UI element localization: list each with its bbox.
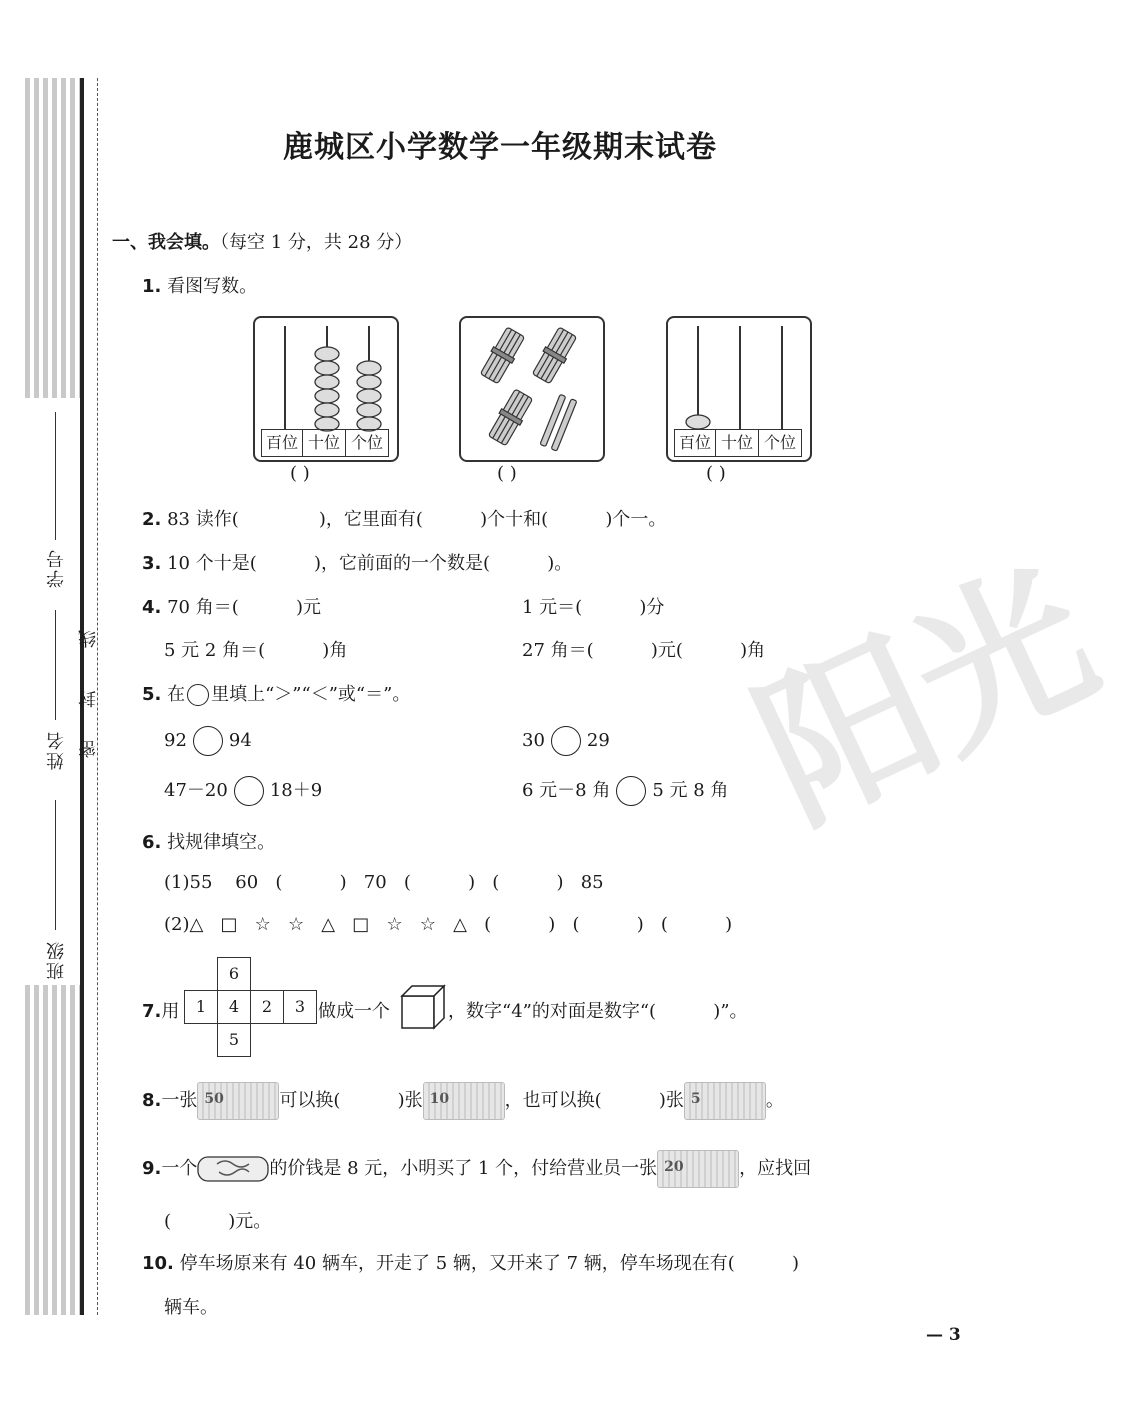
q4-b: 1 元＝( )分 [522, 597, 665, 618]
question-text: 看图写数。 [167, 276, 258, 297]
banknote-50-icon: 50 [197, 1082, 279, 1120]
cube-net [184, 957, 316, 1057]
place-tens: 十位 [715, 429, 759, 457]
question-9 [142, 1150, 811, 1188]
pencil-case-icon [197, 1154, 269, 1184]
side-label-class: 班级 [46, 940, 67, 980]
question-text: 停车场原来有 40 辆车，开走了 5 辆，又开来了 7 辆，停车场现在有( ) [179, 1253, 800, 1274]
compare-left: 92 [164, 730, 187, 751]
side-underline-number [55, 412, 56, 540]
seal-char-2: 封 [78, 688, 99, 708]
question-1 [142, 272, 257, 298]
place-tens: 十位 [302, 429, 346, 457]
question-text: 83 读作( )，它里面有( )个十和( )个一。 [167, 509, 667, 530]
side-underline-class [55, 800, 56, 930]
question-number: 9. [142, 1158, 162, 1179]
compare-right: 18＋9 [269, 780, 323, 801]
pattern-2: (2)△ □ ☆ ☆ △ □ ☆ ☆ △ ( ) ( ) ( ) [164, 914, 733, 935]
abacus-beads-tens [313, 346, 343, 432]
banknote-10-icon: 10 [423, 1082, 505, 1120]
net-face: 1 [184, 990, 218, 1024]
watermark: 阳光 [730, 534, 1123, 859]
answer-paren-3[interactable]: ( ) [706, 463, 726, 484]
question-5 [142, 680, 410, 706]
compare-item-4 [522, 776, 728, 806]
section-label: 一、我会填。 [112, 232, 220, 253]
compare-left: 6 元－8 角 [522, 780, 611, 801]
banknote-5-icon: 5 [684, 1082, 766, 1120]
compare-circle[interactable] [234, 776, 264, 806]
banknote-20-icon: 20 [657, 1150, 739, 1188]
question-number: 1. [142, 276, 162, 297]
question-text: 找规律填空。 [167, 832, 276, 853]
abacus-beads-ones [355, 360, 385, 432]
question-4 [142, 593, 321, 619]
compare-left: 47－20 [164, 780, 228, 801]
page-number: — 3 [926, 1325, 961, 1345]
q7-post: ，数字“4”的对面是数字“( )”。 [448, 1001, 748, 1022]
place-ones: 个位 [345, 429, 389, 457]
seal-char-1: 密 [78, 738, 99, 758]
q8-mid2: ，也可以换( )张 [504, 1090, 684, 1111]
compare-item-3 [164, 776, 322, 806]
place-ones: 个位 [758, 429, 802, 457]
q9-pre: 一个 [161, 1158, 198, 1179]
question-number: 2. [142, 509, 162, 530]
side-label-name: 姓名 [46, 730, 67, 770]
compare-right: 29 [586, 730, 610, 751]
q5-text-post: 里填上“＞”“＜”或“＝”。 [211, 684, 411, 705]
question-7 [142, 997, 179, 1023]
net-face: 4 [217, 990, 251, 1024]
question-6 [142, 828, 275, 854]
place-hundreds: 百位 [674, 429, 716, 457]
q8-end: 。 [765, 1090, 784, 1111]
section-header [112, 228, 412, 254]
circle-icon [187, 684, 209, 706]
question-number: 8. [142, 1090, 162, 1111]
compare-left: 30 [522, 730, 545, 751]
compare-circle[interactable] [193, 726, 223, 756]
answer-paren-2[interactable]: ( ) [497, 463, 517, 484]
compare-circle[interactable] [616, 776, 646, 806]
question-number: 3. [142, 553, 162, 574]
seal-char-3: 线 [78, 628, 99, 648]
net-face: 2 [250, 990, 284, 1024]
q9-line2: ( )元。 [164, 1211, 272, 1232]
q9-post: ，应找回 [739, 1158, 812, 1179]
q8-mid1: 可以换( )张 [279, 1090, 423, 1111]
question-text: 10 个十是( )，它前面的一个数是( )。 [167, 553, 573, 574]
net-face: 3 [283, 990, 317, 1024]
compare-right: 5 元 8 角 [652, 780, 729, 801]
question-number: 6. [142, 832, 162, 853]
question-2 [142, 505, 666, 531]
q8-pre: 一张 [161, 1090, 198, 1111]
question-10 [142, 1249, 799, 1275]
sticks-picture [459, 316, 605, 462]
compare-item-2 [522, 726, 610, 756]
question-8 [142, 1082, 784, 1120]
question-number: 7. [142, 1001, 162, 1022]
place-hundreds: 百位 [261, 429, 303, 457]
question-3 [142, 549, 572, 575]
question-number: 10. [142, 1253, 174, 1274]
net-face: 5 [217, 1023, 251, 1057]
q4-a: 70 角＝( )元 [167, 597, 321, 618]
side-label-number: 学号 [46, 548, 67, 588]
compare-circle[interactable] [551, 726, 581, 756]
q9-mid: 的价钱是 8 元，小明买了 1 个，付给营业员一张 [269, 1158, 658, 1179]
abacus-1 [253, 316, 399, 462]
q4-d: 27 角＝( )元( )角 [522, 640, 766, 661]
q5-text-pre: 在 [167, 684, 186, 705]
side-underline-name [55, 610, 56, 720]
q7-mid: 做成一个 [318, 1001, 390, 1022]
section-note: （每空 1 分，共 28 分） [220, 232, 413, 253]
compare-item-1 [164, 726, 252, 756]
binding-stripes-bottom [25, 985, 80, 1315]
answer-paren-1[interactable]: ( ) [290, 463, 310, 484]
q10-line2: 辆车。 [164, 1297, 218, 1318]
q4-c: 5 元 2 角＝( )角 [164, 640, 348, 661]
question-number: 5. [142, 684, 162, 705]
compare-right: 94 [228, 730, 252, 751]
cube-icon [400, 984, 446, 1030]
stick-bundles-icon [477, 326, 589, 452]
abacus-2 [666, 316, 812, 462]
pattern-1: (1)55 60 ( ) 70 ( ) ( ) 85 [164, 872, 604, 893]
q7-pre: 用 [161, 1001, 180, 1022]
question-number: 4. [142, 597, 162, 618]
net-face: 6 [217, 957, 251, 991]
page-title: 鹿城区小学数学一年级期末试卷 [283, 130, 717, 165]
